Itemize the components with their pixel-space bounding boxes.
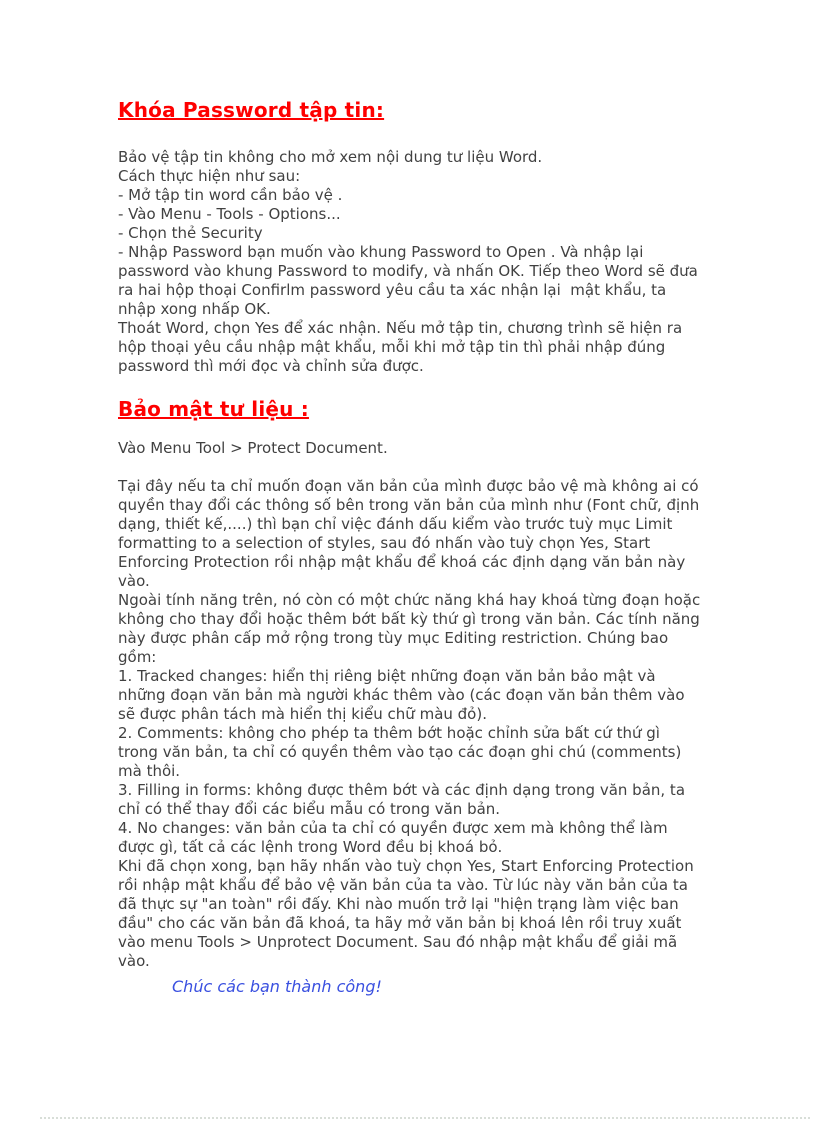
- text-line: vào.: [118, 952, 150, 970]
- text-line: những đoạn văn bản mà người khác thêm vào (các đoạn văn bản thêm vào: [118, 686, 685, 704]
- text-line: này được phân cấp mở rộng trong tùy mục Editing restriction. Chúng bao: [118, 629, 669, 647]
- text-line: đầu" cho các văn bản đã khoá, ta hãy mở văn bản bị khoá lên rồi truy xuất: [118, 914, 682, 932]
- document-content: [118, 98, 780, 997]
- text-line: vào menu Tools > Unprotect Document. Sau đó nhập mật khẩu để giải mã: [118, 933, 678, 951]
- text-line: trong văn bản, ta chỉ có quyền thêm vào tạo các đoạn ghi chú (comments): [118, 743, 682, 761]
- text-line: vào.: [118, 572, 150, 590]
- text-line: rồi nhập mật khẩu để bảo vệ văn bản của ta vào. Từ lúc này văn bản của ta: [118, 876, 688, 894]
- text-line: đã thực sự "an toàn" rồi đấy. Khi nào muốn trở lại "hiện trạng làm việc ban: [118, 895, 679, 913]
- text-line: Enforcing Protection rồi nhập mật khẩu để khoá các định dạng văn bản này: [118, 553, 686, 571]
- text-line: được gì, tất cả các lệnh trong Word đều bị khoá bỏ.: [118, 838, 503, 856]
- section-heading-section1-heading: Khóa Password tập tin:: [118, 98, 385, 122]
- section-heading-section2-heading: Bảo mật tư liệu :: [118, 397, 309, 421]
- page-bottom-divider: [40, 1117, 810, 1119]
- paragraph-section1-body: [118, 148, 780, 376]
- text-line: mà thôi.: [118, 762, 181, 780]
- text-line: Cách thực hiện như sau:: [118, 167, 301, 185]
- text-line: ra hai hộp thoại Confirlm password yêu cầu ta xác nhận lại mật khẩu, ta: [118, 281, 667, 299]
- text-line: - Chọn thẻ Security: [118, 224, 263, 242]
- text-line: quyền thay đổi các thông số bên trong văn bản của mình như (Font chữ, định: [118, 496, 700, 514]
- text-line: 2. Comments: không cho phép ta thêm bớt hoặc chỉnh sửa bất cứ thứ gì: [118, 724, 660, 742]
- text-line: sẽ được phân tách mà hiển thị kiểu chữ màu đỏ).: [118, 705, 487, 723]
- text-line: không cho thay đổi hoặc thêm bớt bất kỳ thứ gì trong văn bản. Các tính năng: [118, 610, 700, 628]
- paragraph-section2-body: [118, 477, 780, 971]
- text-line: password vào khung Password to modify, và nhấn OK. Tiếp theo Word sẽ đưa: [118, 262, 698, 280]
- text-line: nhập xong nhấp OK.: [118, 300, 271, 318]
- text-line: - Vào Menu - Tools - Options...: [118, 205, 341, 223]
- signature-text: Chúc các bạn thành công!: [172, 977, 382, 996]
- text-line: 3. Filling in forms: không được thêm bớt và các định dạng trong văn bản, ta: [118, 781, 686, 799]
- paragraph-section2-intro: [118, 439, 780, 458]
- text-line: Thoát Word, chọn Yes để xác nhận. Nếu mở tập tin, chương trình sẽ hiện ra: [118, 319, 683, 337]
- text-line: Vào Menu Tool > Protect Document.: [118, 439, 388, 457]
- text-line: formatting to a selection of styles, sau đó nhấn vào tuỳ chọn Yes, Start: [118, 534, 651, 552]
- text-line: chỉ có thể thay đổi các biểu mẫu có trong văn bản.: [118, 800, 501, 818]
- text-line: Bảo vệ tập tin không cho mở xem nội dung tư liệu Word.: [118, 148, 543, 166]
- text-line: Khi đã chọn xong, bạn hãy nhấn vào tuỳ chọn Yes, Start Enforcing Protection: [118, 857, 694, 875]
- text-line: gồm:: [118, 648, 157, 666]
- text-line: - Nhập Password bạn muốn vào khung Password to Open . Và nhập lại: [118, 243, 644, 261]
- text-line: Tại đây nếu ta chỉ muốn đoạn văn bản của mình được bảo vệ mà không ai có: [118, 477, 699, 495]
- text-line: - Mở tập tin word cần bảo vệ .: [118, 186, 343, 204]
- text-line: hộp thoại yêu cầu nhập mật khẩu, mỗi khi mở tập tin thì phải nhập đúng: [118, 338, 666, 356]
- text-line: 4. No changes: văn bản của ta chỉ có quyền được xem mà không thể làm: [118, 819, 668, 837]
- text-line: 1. Tracked changes: hiển thị riêng biệt những đoạn văn bản bảo mật và: [118, 667, 656, 685]
- text-line: password thì mới đọc và chỉnh sửa được.: [118, 357, 424, 375]
- text-line: dạng, thiết kế,....) thì bạn chỉ việc đánh dấu kiểm vào trước tuỳ mục Limit: [118, 515, 673, 533]
- text-line: Ngoài tính năng trên, nó còn có một chức năng khá hay khoá từng đoạn hoặc: [118, 591, 701, 609]
